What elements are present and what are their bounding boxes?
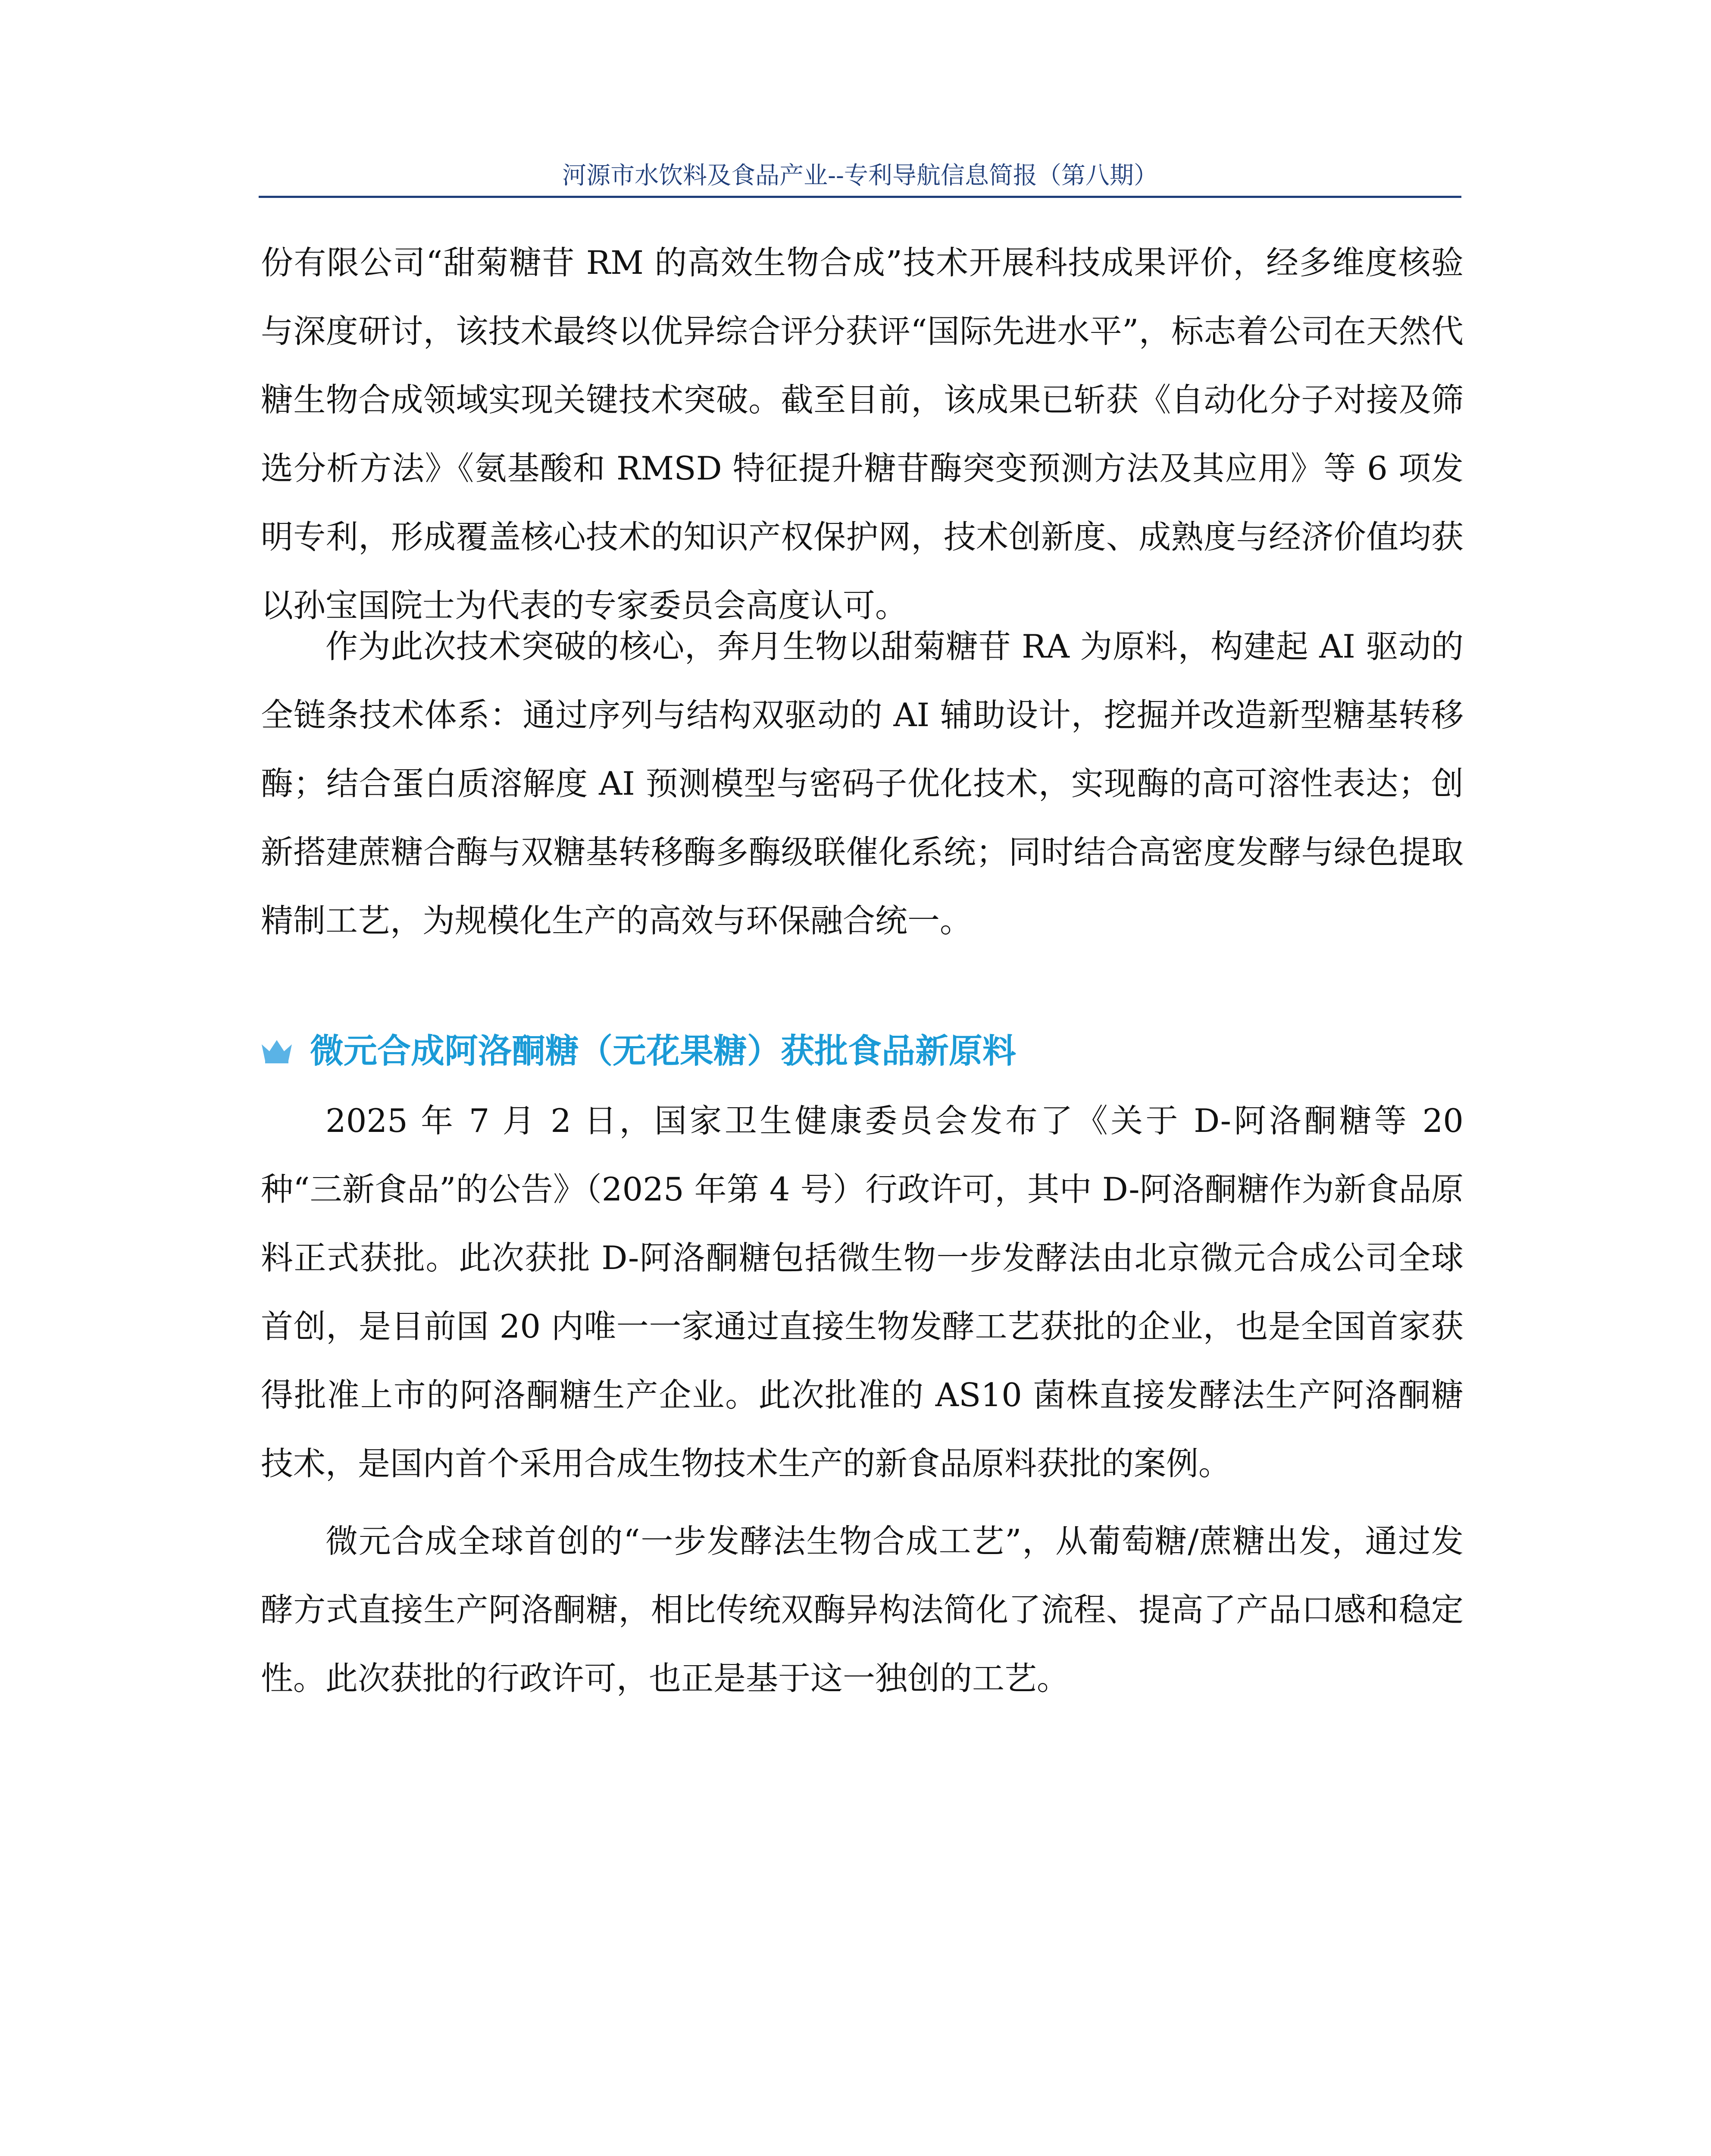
paragraph-4: 微元合成全球首创的“一步发酵法生物合成工艺”，从葡萄糖/蔗糖出发，通过发酵方式直接生产阿洛酮糖，相比传统双酶异构法简化了流程、提高了产品口感和稳定性。此次获批的行政许可，也正是基于这一独创的工艺。 <box>261 1522 1464 1697</box>
paragraph-3: 2025 年 7 月 2 日，国家卫生健康委员会发布了《关于 D-阿洛酮糖等 20 种“三新食品”的公告》（2025 年第 4 号）行政许可，其中 D-阿洛酮糖作为新食品原料正式获批。此次获批 D-阿洛酮糖包括微生物一步发酵法由北京微元合成公司全球首创，是目前国 20 内唯一一家通过直接生物发酵工艺获批的企业，也是全国首家获得批准上市的阿洛酮糖生产企业。此次批准的 AS10 菌株直接发酵法生产阿洛酮糖技术，是国内首个采用合成生物技术生产的新食品原料获批的案例。 <box>261 1102 1464 1482</box>
crown-icon <box>261 1038 293 1064</box>
paragraph-2: 作为此次技术突破的核心，奔月生物以甜菊糖苷 RA 为原料，构建起 AI 驱动的全链条技术体系：通过序列与结构双驱动的 AI 辅助设计，挖掘并改造新型糖基转移酶；结合蛋白质溶解度 AI 预测模型与密码子优化技术，实现酶的高可溶性表达；创新搭建蔗糖合酶与双糖基转移酶多酶级联催化系统；同时结合高密度发酵与绿色提取精制工艺，为规模化生产的高效与环保融合统一。 <box>261 627 1464 940</box>
section-title: 微元合成阿洛酮糖（无花果糖）获批食品新原料 <box>310 1032 1017 1071</box>
header-divider <box>259 196 1461 198</box>
section-heading <box>261 1021 1464 1081</box>
paragraph-1: 份有限公司“甜菊糖苷 RM 的高效生物合成”技术开展科技成果评价，经多维度核验与深度研讨，该技术最终以优异综合评分获评“国际先进水平”，标志着公司在天然代糖生物合成领域实现关键技术突破。截至目前，该成果已斩获《自动化分子对接及筛选分析方法》《氨基酸和 RMSD 特征提升糖苷酶突变预测方法及其应用》等 6 项发明专利，形成覆盖核心技术的知识产权保护网，技术创新度、成熟度与经济价值均获以孙宝国院士为代表的专家委员会高度认可。 <box>261 244 1464 624</box>
running-header: 河源市水饮料及食品产业--专利导航信息简报（第八期） <box>562 162 1158 190</box>
